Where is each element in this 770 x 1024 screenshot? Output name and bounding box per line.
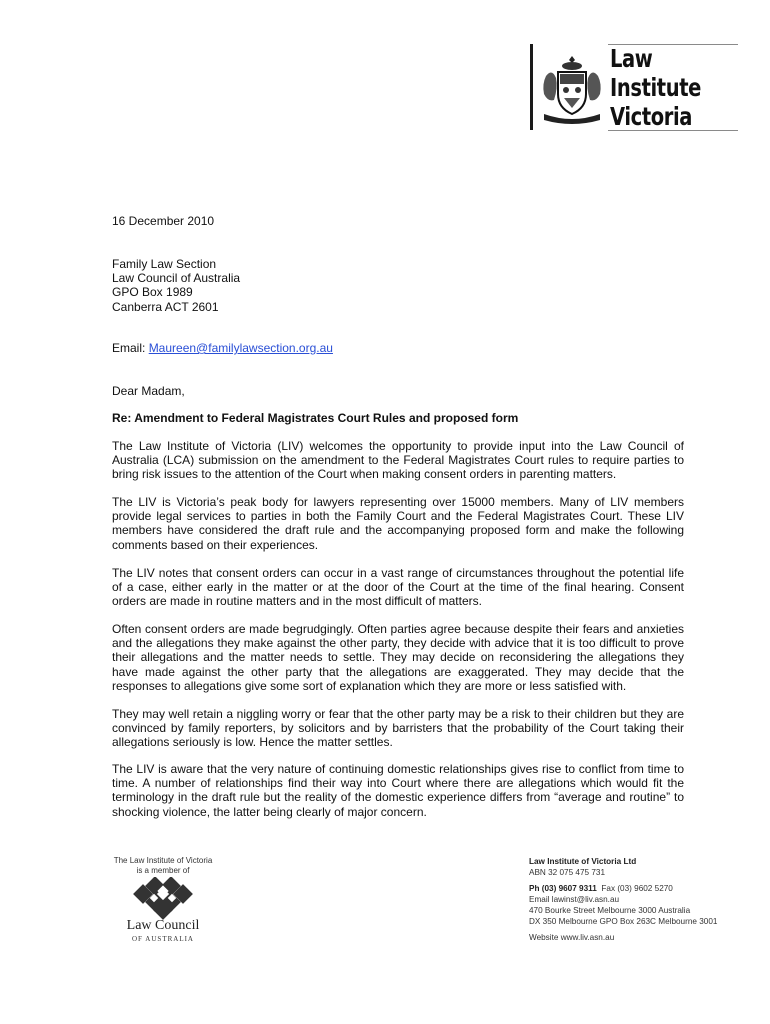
email-line [112,341,684,355]
letter-date: 16 December 2010 [112,214,215,228]
contact-website[interactable]: Website www.liv.asn.au [529,933,615,942]
logo-line-institute: Institute [610,73,701,102]
liv-wordmark [610,44,740,131]
recipient-line: Canberra ACT 2601 [112,299,219,314]
contact-street: 470 Bourke Street Melbourne 3000 Australia [529,906,691,915]
subject-line: Re: Amendment to Federal Magistrates Court Rules and proposed form [112,411,519,425]
logo-line-victoria: Victoria [610,102,693,131]
contact-phone-fax [529,883,749,894]
recipient-line: Family Law Section [112,257,217,271]
email-label: Email: [112,341,146,355]
liv-crest-icon [542,52,602,124]
salutation: Dear Madam, [112,384,185,398]
recipient-line: GPO Box 1989 [112,285,193,300]
member-note [110,856,216,876]
law-council-logo-icon [132,877,194,921]
contact-dx: DX 350 Melbourne GPO Box 263C Melbourne 3001 [529,917,718,926]
recipient-address [112,257,684,314]
contact-fax: Fax (03) 9602 5270 [601,884,673,893]
contact-block [529,856,749,943]
law-council-name: Law Council [126,918,200,933]
logo-line-law: Law [610,44,653,73]
body-paragraph: They may well retain a niggling worry or fear that the other party may be a risk to their children but they are convinced by family reporters, by solicitors and by barristers that the probability of the Court taking their allegations seriously is low. Hence the matter settles. [112,707,684,750]
body-paragraph: Often consent orders are made begrudgingly. Often parties agree because despite their fears and anxieties and the allegations they make against the other party, they decide with advice that it is too difficult to prove their allegations and the matter needs to settle. They may decide on reconsidering the allegations they have made against the other party that the allegations are exaggerated. They may decide that the responses to allegations give some sort of explanation which they are more or less satisfied with. [112,622,684,693]
member-note-line: is a member of [136,866,190,875]
contact-abn: ABN 32 075 475 731 [529,868,606,877]
body-paragraph: The LIV is Victoria’s peak body for lawyers representing over 15000 members. Many of LIV members provide legal services to parties in both the Family Court and the Federal Magistrates Court. These LIV members have considered the draft rule and the accompanying proposed form and make the following comments based on their experiences. [112,495,684,552]
member-note-line: The Law Institute of Victoria [113,856,213,865]
contact-phone: Ph (03) 9607 9311 [529,884,597,893]
recipient-line: Law Council of Australia [112,271,241,286]
contact-org: Law Institute of Victoria Ltd [529,857,637,866]
email-link[interactable]: Maureen@familylawsection.org.au [148,341,333,355]
contact-email[interactable]: Email lawinst@liv.asn.au [529,895,620,904]
body-paragraph: The Law Institute of Victoria (LIV) welcomes the opportunity to provide input into the Law Council of Australia (LCA) submission on the amendment to the Federal Magistrates Court rules to require parties to bring risk issues to the attention of the Court when making consent orders in parenting matters. [112,439,684,482]
logo-divider-bar [530,44,533,130]
body-paragraph: The LIV is aware that the very nature of continuing domestic relationships gives rise to conflict from time to time. A number of relationships find their way into Court where there are allegations which would fit the terminology in the draft rule but the reality of the domestic experience differs from “average and routine” to shocking violence, the latter being clearly of major concern. [112,762,684,819]
body-paragraph: The LIV notes that consent orders can occur in a vast range of circumstances throughout the potential life of a case, either early in the matter or at the door of the Court at the time of the final hearing. Consent orders are made in routine matters and in the most difficult of matters. [112,566,684,609]
law-council-subtitle: OF AUSTRALIA [132,935,194,943]
